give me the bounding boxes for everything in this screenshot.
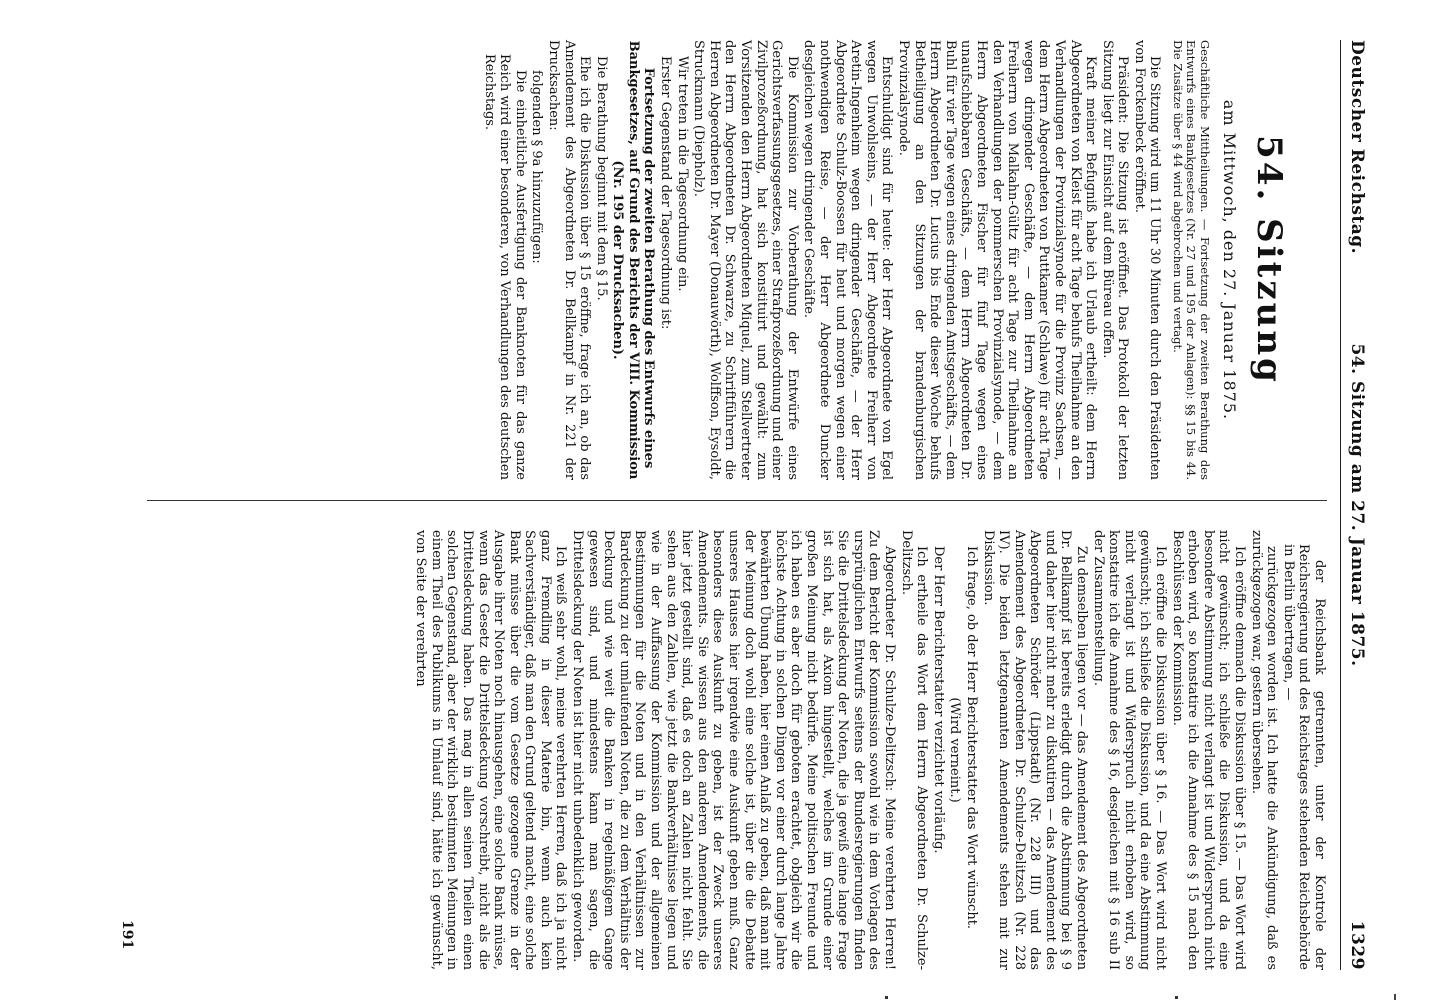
header-session: 54. Sitzung am 27. Januar 1875. [1347,343,1367,667]
paragraph: Ehe ich die Diskussion über § 15 eröffne, frage ich an, ob das Amendement des Abgeordneten Dr. Bellkampf in Nr. 221 der Drucksachen: [545,40,593,480]
session-summary: Geschäftliche Mittheilungen. — Fortsetzung der zweiten Berathung des Entwurfs eines Bankgesetzes (Nr. 27 und 195 der Anlagen): §§ 15 bis 44. Die Zusätze über § 44 wird abgebrochen und vertagt. [1171,40,1212,480]
left-column [480,40,1327,480]
paragraph: (Wird verneint.) [947,697,963,803]
paragraph: Ich eröffne die Diskussion über § 16. — Das Wort wird nicht gewünscht; ich schließe die Diskussion, und da eine Abstimmung nicht verlangt ist und Widerspruch nicht erhoben wird, so konstatire ich die Annahme des § 16, desgleichen mit § 16 sub II der Zusammenstellung. [1090,530,1169,970]
paragraph: Ich frage, ob der Herr Berichterstatter das Wort wünscht. [963,546,979,930]
paragraph: zurückgezogen worden ist. Ich hatte die Ankündigung, daß es zurückgezogen war, gestern übersehen. [1248,530,1280,970]
column-divider [147,500,1327,501]
header-page-number: 1329 [1347,920,1367,970]
paragraph: Wir treten in die Tagesordnung ein. [674,56,690,292]
paragraph: Erster Gegenstand der Tagesordnung ist: [658,56,674,330]
paragraph: Die einheitliche Ausfertigung der Banknoten für das ganze Reich wird einer besonderen, von Verhandlungen des deutschen Reichstags. [481,54,528,480]
session-title: 54. Sitzung [1249,135,1289,385]
paragraph: Ich ertheile das Wort dem Herrn Abgeordneten Dr. Schulze-Delitzsch. [898,530,930,970]
paragraph: Zu demselben liegen vor — das Amendement des Abgeordneten Dr. Bellkampf ist bereits erledigt durch die Abstimmung bei § 9 und daher hier nicht mehr zu diskutiren — das Amendement des Abgeordneten Schröder (Lippstadt) (Nr. 228 III) und das Amendement des Abgeordneten Dr. Schulze-Delitzsch (Nr. 228 IV). Die beiden letztgenannten Amendements stehen mit zur Diskussion. [980,530,1090,970]
paragraph: Ich eröffne demnach die Diskussion über § 15. — Das Wort wird nicht gewünscht; ich schließe die Diskussion, und da eine besondere Abstimmung nicht verlangt ist und Widerspruch nicht erhoben wird, so konstatire ich die Annahme des § 15 nach den Beschlüssen der Kommission. [1169,530,1248,970]
paragraph: Die Sitzung wird um 11 Uhr 30 Minuten durch den Präsidenten von Forckenbeck eröffnet. [1131,40,1163,480]
header-publication: Deutscher Reichstag. [1347,40,1367,255]
sheet-signature: 191 [119,920,135,950]
paragraph: Der Herr Berichterstatter verzichtet vorläufig. [930,546,946,854]
paragraph: Abgeordneter Dr. Schulze-Delitzsch: Meine verehrten Herren! Zu dem Bericht der Kommission sowohl wie in dem Vorlagen des ursprünglichen Entwurfs seitens der Bundesregierungen finden Sie die Drittelsdeckung der Noten, die ja gewiß eine lange Frage ist sich hat, als Axiom hingestellt, welches im Grunde einer großen Meinung nicht bedürfe. Meine politischen Freunde und ich haben es aber doch für geboten erachtet, obgleich wir die höchste Achtung in solchen Dingen vor einer durch lange Jahre bewährten Übung haben, hier einen Anlaß zu geben, daß man mit der Meinung doch wohl eine solche ist, über die die Debatte unseres Hauses hier irgendwie eine Auskunft geben muß. Ganz besonders diese Auskunft zu geben, ist der Zweck unseres Amendements. Sie wissen aus den anderen Amendements, die hier jetzt gestellt sind, daß es doch an Zahlen nicht fehlt. Sie sehen aus den Zahlen, wie jetzt die Bankverhältnisse liegen und wie in der Auffassung der Kommission und der allgemeinen Bestimmungen für die Noten und in den Verhältnissen zur Bardeckung zu der umlaufenden Noten, die zu dem Verhältnis der Deckung und wie weit die Banken in regelmäßigem Gange gewesen sind, und mindestens kann man sagen, die Drittelsdeckung der Noten ist hier nicht unbedenklich geworden. [570,530,897,970]
paragraph: Kraft meiner Befugniß habe ich Urlaub ertheilt: dem Herrn Abgeordneten von Kleist für acht Tage behufs Theilnahme an den Verhandlungen der Provinzialsynode für die Provinz Sachsen, — dem Herrn Abgeordneten von Puttkamer (Schlawe) für acht Tage wegen dringender Geschäfte, — dem Herrn Abgeordneten Freiherrn von Malkahn-Gültz für acht Tage zur Theilnahme an den Verhandlungen der pommerschen Provinzialsynode, — dem Herrn Abgeordneten Fischer für fünf Tage wegen eines unaufschiebbaren Geschäfts, — dem Herrn Abgeordneten Dr. Buhl für vier Tage wegen eines dringenden Amtsgeschäfts, — dem Herrn Abgeordneten Dr. Lucius bis Ende dieser Woche behufs Betheiligung an den Sitzungen der brandenburgischen Provinzialsynode. [896,40,1099,480]
scan-tick [1175,996,1178,999]
session-date: am Mittwoch, den 27. Januar 1875. [1220,99,1239,421]
paragraph: Ich weiß sehr wohl, meine verehrten Herren, daß ich ja nicht ganz Fremdling in dieser Materie bin, wenn auch kein Sachverständiger, daß man den Grund geltend macht, eine solche Bank müsse über die vom Gesetze gezogene Grenze in der Ausgabe ihrer Noten noch hinausgehen, eine solche Bank müsse, wenn das Gesetz die Drittelsdeckung vorschreibt, nicht als die Drittelsdeckung haben. Das mag in allen seinen Theilen einen solchen Gegenstand, aber der wirklich bestimmten Meinungen in einem Theil des Publikums in Umlauf sind, hätte ich gewünscht, von Seite der verehrten [413,530,569,970]
paragraph: der Reichsbank getrennten, unter der Kontrole der Reichsregierung und des Reichstages stehenden Reichsbehörde in Berlin übertragen, — [1280,544,1327,970]
paragraph: folgenden § 9a hinzuzufügen: [529,70,545,264]
paragraph: Die Berathung beginnt mit dem § 15. [593,56,609,301]
paragraph: Präsident: Die Sitzung ist eröffnet. Das Protokoll der letzten Sitzung liegt zur Einsicht auf dem Büreau offen. [1099,40,1131,480]
paragraph: Entschuldigt sind für heute: der Herr Abgeordnete von Egel wegen Unwohlseins, — der Herr Abgeordnete Freiherr von Aretin-Ingenheim wegen dringender Geschäfte, — der Herr Abgeordnete Schulz-Boossen für heut und morgen wegen einer nothwendigen Reise, — der Herr Abgeordnete Duncker desgleichen wegen dringender Geschäfte. [801,40,895,480]
paragraph: Die Kommission zur Vorberathung der Entwürfe eines Gerichtsverfassungsgesetzes, einer Strafprozeßordnung und einer Zivilprozeßordnung, hat sich konstituirt und gewählt: zum Vorsitzenden den Herrn Abgeordneten Miquel, zum Stellvertreter den Herrn Abgeordneten Dr. Schwarze, zu Schriftführern die Herren Abgeordneten Dr. Mayer (Donauwörth), Wolffson, Eysoldt, Struckmann (Diepholz). [691,40,800,481]
agenda-heading: Fortsetzung der zweiten Berathung des Entwurfs eines Bankgesetzes, auf Grund des Berichts der VIII. Kommission (Nr. 195 der Drucksachen). [610,40,657,480]
scan-edge-mark [1394,994,1396,1000]
scan-tick [885,996,888,999]
right-column [412,530,1327,970]
page-header [1340,40,1367,970]
